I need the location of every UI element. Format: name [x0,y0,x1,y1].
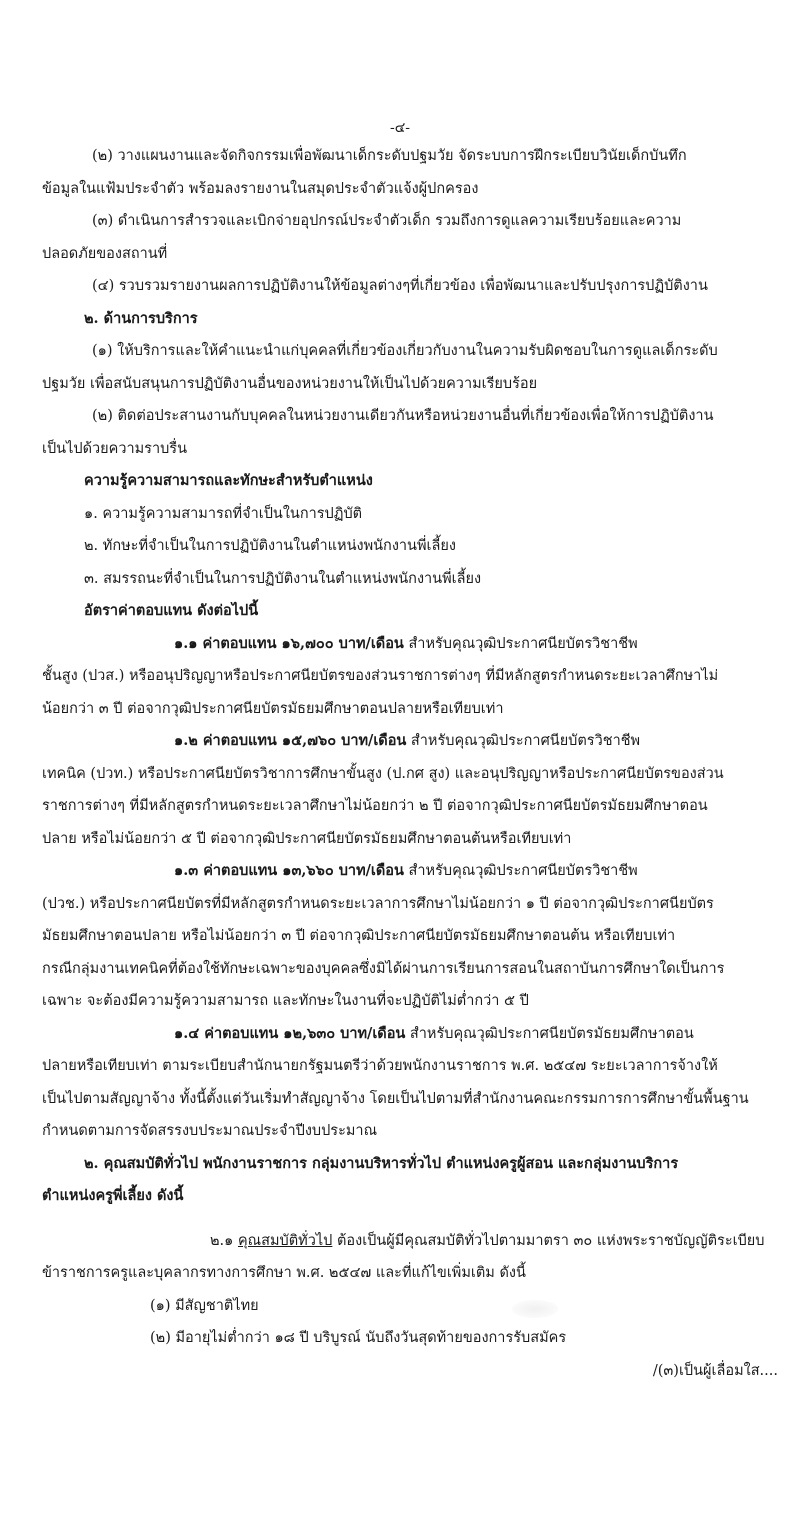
text-line: ชั้นสูง (ปวส.) หรืออนุปริญญาหรือประกาศนียบัตรของส่วนราชการต่างๆ ที่มีหลักสูตรกำหนดระยะเวลาศึกษาไม่ [42,668,719,684]
section-title: คุณสมบัติทั่วไป [237,1232,333,1249]
rate-description: สำหรับคุณวุฒิประกาศนียบัตรวิชาชีพ [403,863,638,879]
section-text: ต้องเป็นผู้มีคุณสมบัติทั่วไปตามมาตรา ๓๐ แห่งพระราชบัญญัติระเบียบ [332,1232,765,1249]
text-line: ๒. คุณสมบัติทั่วไป พนักงานราชการ กลุ่มงานบริหารทั่วไป ตำแหน่งครูผู้สอน และกลุ่มงานบริการ [84,1154,679,1172]
text-line: ตำแหน่งครูพี่เลี้ยง ดังนี้ [42,1187,184,1204]
page-number: -๔- [389,120,411,136]
text-line [42,725,794,758]
text-line: ข้าราชการครูและบุคลากรทางการศึกษา พ.ศ. ๒๕๔๗ และที่แก้ไขเพิ่มเติม ดังนี้ [42,1265,526,1281]
section-number: ๒.๑ [210,1232,238,1249]
rate-heading: ๑.๑ ค่าตอบแทน ๑๖,๗๐๐ บาท/เดือน [174,634,404,652]
text-line: ๒. ทักษะที่จำเป็นในการปฏิบัติงานในตำแหน่งพนักงานพี่เลี้ยง [84,538,456,554]
rate-description: สำหรับคุณวุฒิประกาศนียบัตรมัธยมศึกษาตอน [405,1025,694,1042]
continuation-note: /(๓)เป็นผู้เลื่อมใส.... [652,1362,778,1379]
document-body [42,140,794,1387]
text-line: ปฐมวัย เพื่อสนับสนุนการปฏิบัติงานอื่นของหน่วยงานให้เป็นไปด้วยความเรียบร้อย [42,375,538,392]
text-line: ๓. สมรรถนะที่จำเป็นในการปฏิบัติงานในตำแหน่งพนักงานพี่เลี้ยง [84,570,482,587]
text-line: เป็นไปด้วยความราบรื่น [42,440,187,457]
text-line: (๑) มีสัญชาติไทย [150,1297,259,1314]
text-line: ข้อมูลในแฟ้มประจำตัว พร้อมลงรายงานในสมุดประจำตัวแจ้งผู้ปกครอง [42,180,479,197]
text-line: ปลายหรือเทียบเท่า ตามระเบียบสำนักนายกรัฐมนตรีว่าด้วยพนักงานราชการ พ.ศ. ๒๕๔๗ ระยะเวลาการจ้างให้ [42,1058,718,1074]
text-line: ความรู้ความสามารถและทักษะสำหรับตำแหน่ง [84,472,373,489]
text-line: กรณีกลุ่มงานเทคนิคที่ต้องใช้ทักษะเฉพาะของบุคคลซึ่งมิได้ผ่านการเรียนการสอนในสถาบันการศึกษาใดเป็นการ [42,960,725,977]
text-line [42,628,794,661]
text-line: ปลาย หรือไม่น้อยกว่า ๕ ปี ต่อจากวุฒิประกาศนียบัตรมัธยมศึกษาตอนต้นหรือเทียบเท่า [42,830,572,847]
rate-description: สำหรับคุณวุฒิประกาศนียบัตรวิชาชีพ [403,635,638,652]
text-line: (๓) ดำเนินการสำรวจและเบิกจ่ายอุปกรณ์ประจำตัวเด็ก รวมถึงการดูแลความเรียบร้อยและความ [92,213,682,229]
text-line: (๒) วางแผนงานและจัดกิจกรรมเพื่อพัฒนาเด็กระดับปฐมวัย จัดระบบการฝึกระเบียบวินัยเด็กบันทึก [92,148,687,164]
text-line: กำหนดตามการจัดสรรงบประมาณประจำปีงบประมาณ [42,1123,378,1139]
rate-heading: ๑.๒ ค่าตอบแทน ๑๕,๗๖๐ บาท/เดือน [174,732,407,749]
text-line: เฉพาะ จะต้องมีความรู้ความสามารถ และทักษะในงานที่จะปฏิบัติไม่ต่ำกว่า ๕ ปี [42,993,529,1009]
text-line: (๑) ให้บริการและให้คำแนะนำแก่บุคคลที่เกี่ยวข้องเกี่ยวกับงานในความรับผิดชอบในการดูแลเด็กระดับ [92,343,718,359]
text-line: เทคนิค (ปวท.) หรือประกาศนียบัตรวิชาการศึกษาขั้นสูง (ป.กศ สูง) และอนุปริญญาหรือประกาศนียบัตรของส่วน [42,765,724,782]
rate-description: สำหรับคุณวุฒิประกาศนียบัตรวิชาชีพ [406,733,641,749]
scan-smudge [512,1300,558,1318]
text-line: เป็นไปตามสัญญาจ้าง ทั้งนี้ตั้งแต่วันเริ่มทำสัญญาจ้าง โดยเป็นไปตามที่สำนักงานคณะกรรมการการศึกษาขั้นพื้นฐาน [42,1090,749,1107]
text-line: ราชการต่างๆ ที่มีหลักสูตรกำหนดระยะเวลาศึกษาไม่น้อยกว่า ๒ ปี ต่อจากวุฒิประกาศนียบัตรมัธยมศึกษาตอน [42,798,708,814]
text-line [42,855,794,888]
rate-heading: ๑.๔ ค่าตอบแทน ๑๒,๖๓๐ บาท/เดือน [174,1024,406,1042]
paragraph-gap [42,1213,794,1225]
text-line: น้อยกว่า ๓ ปี ต่อจากวุฒิประกาศนียบัตรมัธยมศึกษาตอนปลายหรือเทียบเท่า [42,700,504,717]
text-line: (ปวช.) หรือประกาศนียบัตรที่มีหลักสูตรกำหนดระยะเวลาการศึกษาไม่น้อยกว่า ๑ ปี ต่อจากวุฒิประกาศนียบัตร [42,895,714,912]
text-line: ๒. ด้านการบริการ [84,309,198,327]
text-line: อัตราค่าตอบแทน ดังต่อไปนี้ [84,602,259,619]
text-line: ปลอดภัยของสถานที่ [42,245,168,262]
text-line [42,1225,794,1258]
text-line: (๒) ติดต่อประสานงานกับบุคคลในหน่วยงานเดียวกันหรือหน่วยงานอื่นที่เกี่ยวข้องเพื่อให้การปฏิบัติงาน [92,408,714,424]
text-line: มัธยมศึกษาตอนปลาย หรือไม่น้อยกว่า ๓ ปี ต่อจากวุฒิประกาศนียบัตรมัธยมศึกษาตอนต้น หรือเทียบเท่า [42,928,676,944]
text-line: ๑. ความรู้ความสามารถที่จำเป็นในการปฏิบัติ [84,505,363,522]
text-line: (๒) มีอายุไม่ต่ำกว่า ๑๘ ปี บริบูรณ์ นับถึงวันสุดท้ายของการรับสมัคร [150,1330,567,1346]
text-line [42,1018,794,1051]
rate-heading: ๑.๓ ค่าตอบแทน ๑๓,๖๖๐ บาท/เดือน [174,862,404,879]
text-line: (๔) รวบรวมรายงานผลการปฏิบัติงานให้ข้อมูลต่างๆที่เกี่ยวข้อง เพื่อพัฒนาและปรับปรุงการปฏิบัติงาน [92,278,708,294]
